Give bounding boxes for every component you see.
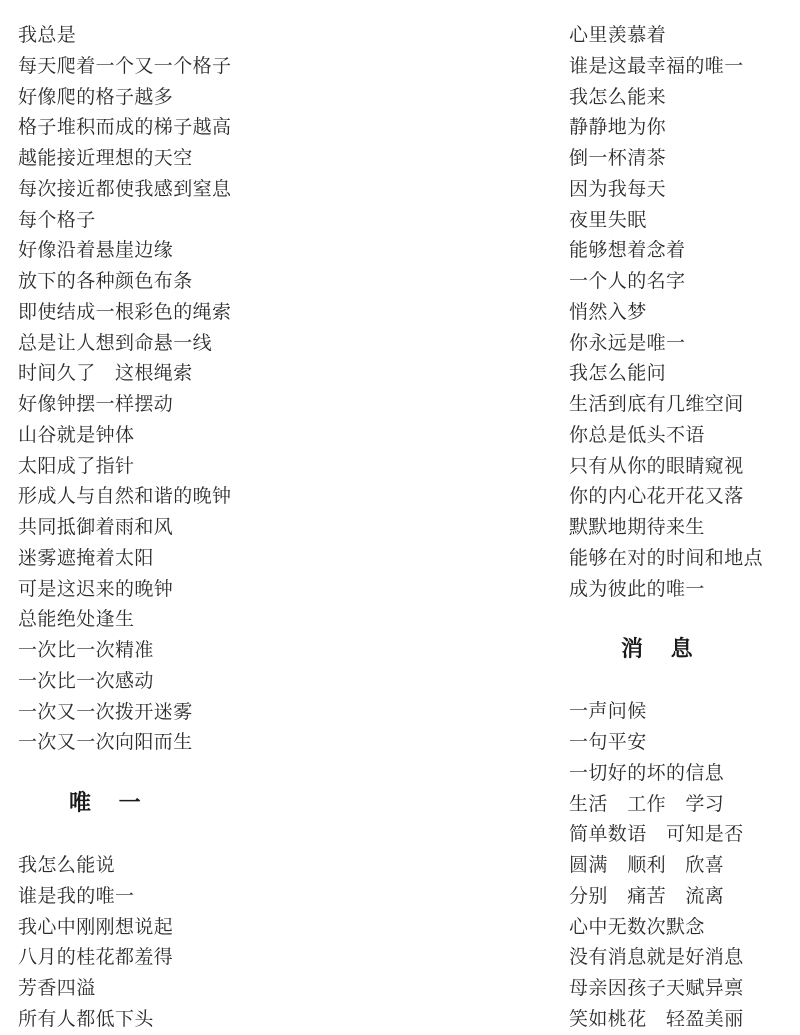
- poem-line: 好像沿着悬崖边缘: [18, 239, 174, 262]
- poem-line: 夜里失眠: [569, 208, 647, 231]
- poem-line: 你永远是唯一: [569, 331, 686, 354]
- poem-line: 太阳成了指针: [18, 454, 135, 477]
- poem-line: 越能接近理想的天空: [18, 147, 193, 169]
- poem-line: 只有从你的眼睛窥视: [569, 454, 744, 477]
- poem-line: 形成人与自然和谐的晚钟: [18, 485, 232, 508]
- poem-line: 时间久了 这根绳索: [18, 362, 193, 385]
- poem-line: 一次又一次向阳而生: [18, 731, 193, 754]
- poem-line: 倒一杯清茶: [569, 147, 667, 169]
- poem-line: 谁是这最幸福的唯一: [569, 54, 744, 77]
- poem-line: 一切好的坏的信息: [569, 761, 725, 784]
- poem-line: 所有人都低下头: [18, 1007, 154, 1030]
- poem-line: 即使结成一根彩色的绳索: [18, 300, 232, 323]
- poem-line: 你总是低头不语: [569, 423, 705, 446]
- poem-line: 能够在对的时间和地点: [569, 546, 764, 569]
- poem-line: 每天爬着一个又一个格子: [18, 54, 232, 77]
- poem-line: 笑如桃花 轻盈美丽: [569, 1007, 744, 1030]
- poem-line: 成为彼此的唯一: [569, 577, 705, 600]
- poem-line: 放下的各种颜色布条: [18, 270, 193, 292]
- poem-line: 我怎么能问: [569, 362, 667, 385]
- poem-line: 一次比一次感动: [18, 669, 154, 692]
- poem-stanza: [18, 850, 348, 1035]
- right-column: [569, 20, 794, 1035]
- poem-line: 简单数语 可知是否: [569, 823, 744, 846]
- poem-line: 悄然入梦: [569, 300, 647, 323]
- poem-line: 我怎么能来: [569, 85, 667, 108]
- poem-line: 好像爬的格子越多: [18, 85, 174, 108]
- poem-line: 心中无数次默念: [569, 915, 705, 938]
- poem-line: 我心中刚刚想说起: [18, 915, 174, 938]
- poem-line: 迷雾遮掩着太阳: [18, 546, 154, 569]
- poem-line: 一次比一次精准: [18, 639, 154, 661]
- poem-line: 一声问候: [569, 700, 647, 723]
- poem-line: 生活到底有几维空间: [569, 393, 744, 415]
- poem-line: 一句平安: [569, 731, 647, 753]
- poem-line: 共同抵御着雨和风: [18, 516, 174, 538]
- poem-line: 每个格子: [18, 208, 96, 231]
- poem-line: 格子堆积而成的梯子越高: [18, 116, 232, 139]
- poem-line: 你的内心花开花又落: [569, 485, 744, 508]
- poem-title-weiyi: 唯 一: [69, 791, 151, 816]
- poem-line: 默默地期待来生: [569, 516, 705, 538]
- poem-stanza: [18, 20, 348, 758]
- left-column: [18, 20, 348, 1035]
- poem-line: 一次又一次拨开迷雾: [18, 700, 193, 723]
- poem-stanza: [569, 20, 794, 604]
- poem-line: 静静地为你: [569, 116, 667, 139]
- poem-line: 分别 痛苦 流离: [569, 884, 725, 907]
- poem-stanza: [569, 696, 794, 1034]
- poem-line: 生活 工作 学习: [569, 792, 725, 815]
- poem-line: 可是这迟来的晚钟: [18, 577, 174, 600]
- poem-line: 山谷就是钟体: [18, 423, 135, 446]
- poem-line: 我总是: [18, 24, 77, 46]
- poem-line: 心里羡慕着: [569, 24, 667, 46]
- poem-line: 圆满 顺利 欣喜: [569, 854, 725, 876]
- poem-line: 总能绝处逢生: [18, 608, 135, 631]
- poem-line: 母亲因孩子天赋异禀: [569, 977, 744, 999]
- poem-line: 芳香四溢: [18, 977, 96, 999]
- poem-line: 好像钟摆一样摆动: [18, 393, 174, 415]
- poem-line: 谁是我的唯一: [18, 884, 135, 907]
- poem-line: 总是让人想到命悬一线: [18, 331, 213, 354]
- poem-title-xiaoxi: 消 息: [621, 637, 703, 663]
- poem-line: 每次接近都使我感到窒息: [18, 177, 232, 200]
- poem-line: 我怎么能说: [18, 854, 116, 876]
- poem-line: 一个人的名字: [569, 270, 686, 292]
- poem-line: 八月的桂花都羞得: [18, 946, 174, 969]
- poem-line: 没有消息就是好消息: [569, 946, 744, 969]
- poem-line: 能够想着念着: [569, 239, 686, 262]
- poem-line: 因为我每天: [569, 177, 667, 200]
